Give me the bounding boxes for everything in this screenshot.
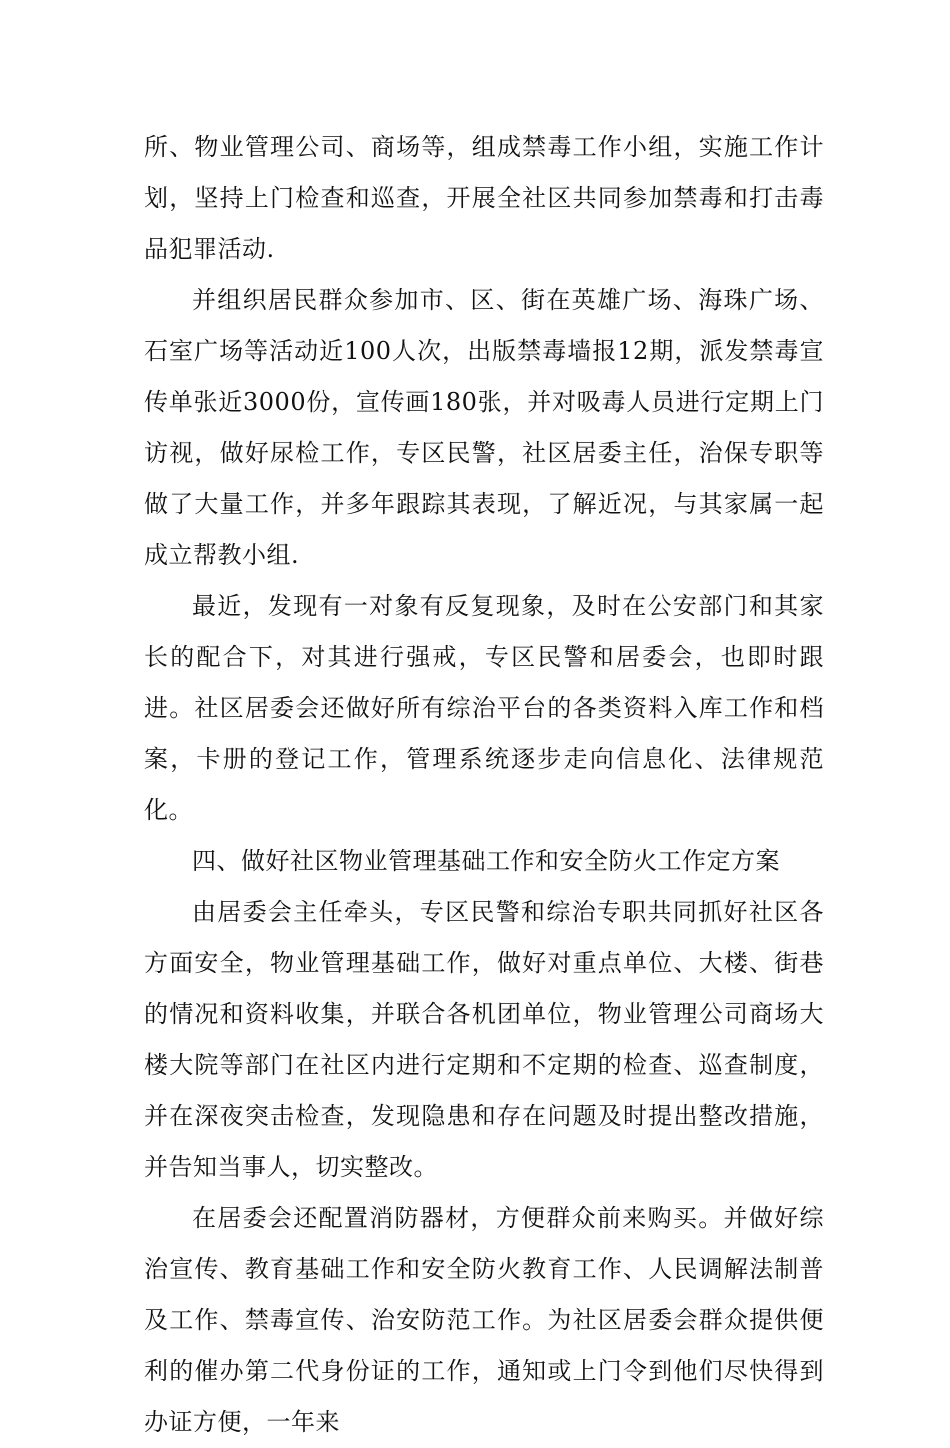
paragraph-fire-equipment: 在居委会还配置消防器材，方便群众前来购买。并做好综治宣传、教育基础工作和安全防火教育工作、人民调解法制普及工作、禁毒宣传、治安防范工作。为社区居委会群众提供便利的催办第二代身份证的工作，通知或上门令到他们尽快得到办证方便，一年来 [144, 1204, 824, 1436]
paragraph-property-safety: 由居委会主任牵头，专区民警和综治专职共同抓好社区各方面安全，物业管理基础工作，做好对重点单位、大楼、街巷的情况和资料收集，并联合各机团单位，物业管理公司商场大楼大院等部门在社区内进行定期和不定期的检查、巡查制度，并在深夜突击检查，发现隐患和存在问题及时提出整改措施，并告知当事人，切实整改。 [144, 898, 824, 1181]
paragraph-continuation: 所、物业管理公司、商场等，组成禁毒工作小组，实施工作计划，坚持上门检查和巡查，开展全社区共同参加禁毒和打击毒品犯罪活动. [144, 133, 824, 263]
document-body [144, 122, 824, 1448]
paragraph-anti-drug-activities: 并组织居民群众参加市、区、街在英雄广场、海珠广场、石室广场等活动近100人次，出版禁毒墙报12期，派发禁毒宣传单张近3000份，宣传画180张，并对吸毒人员进行定期上门访视，做好尿检工作，专区民警，社区居委主任，治保专职等做了大量工作，并多年跟踪其表现，了解近况，与其家属一起成立帮教小组. [144, 286, 824, 569]
section-heading-four: 四、做好社区物业管理基础工作和安全防火工作定方案 [192, 847, 780, 875]
paragraph-recent-case: 最近，发现有一对象有反复现象，及时在公安部门和其家长的配合下，对其进行强戒，专区民警和居委会，也即时跟进。社区居委会还做好所有综治平台的各类资料入库工作和档案，卡册的登记工作，管理系统逐步走向信息化、法律规范化。 [144, 592, 824, 824]
